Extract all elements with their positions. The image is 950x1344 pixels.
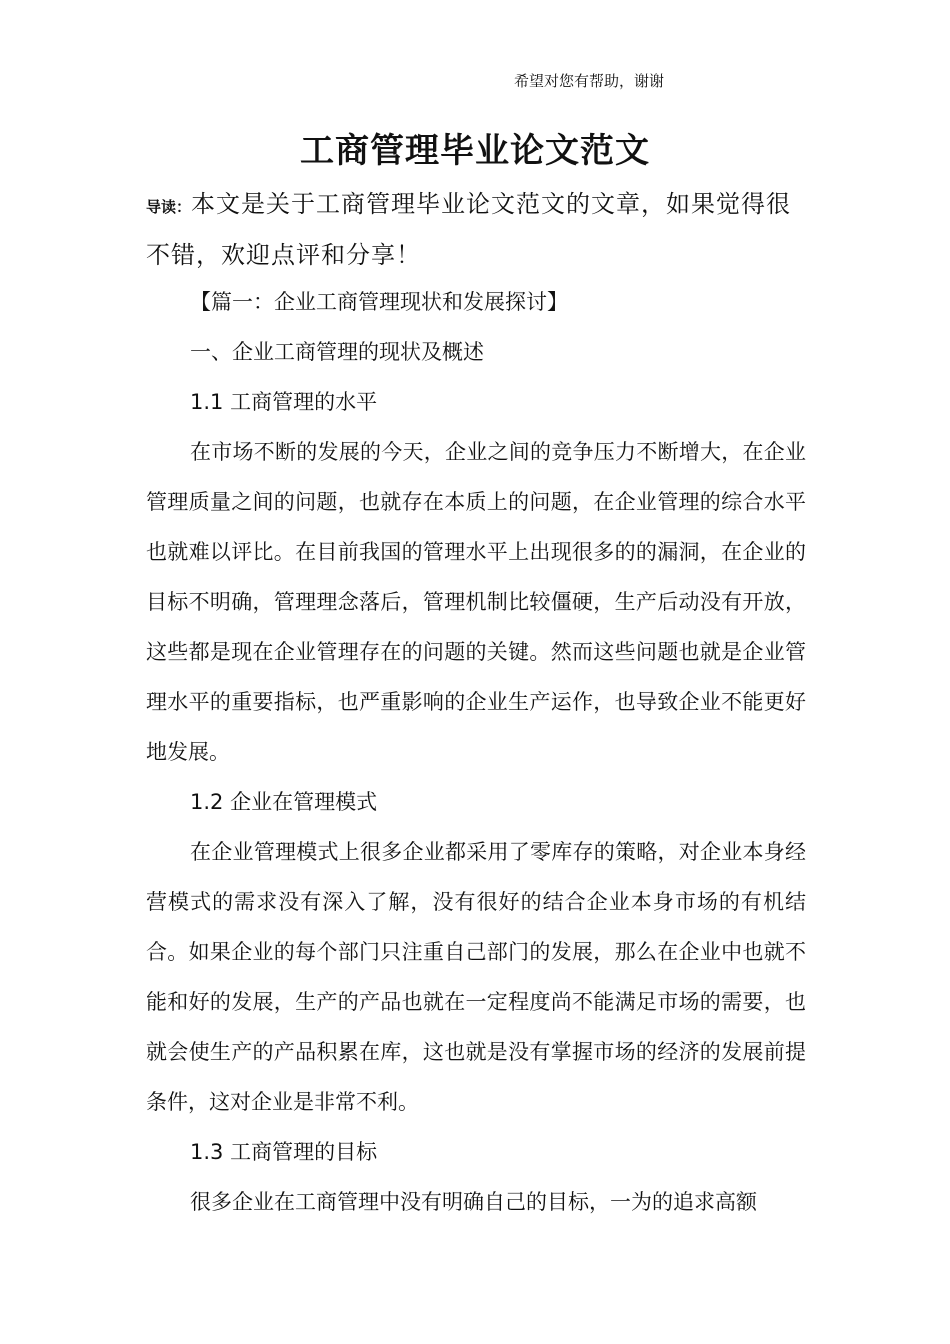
sub1-paragraph: 在市场不断的发展的今天，企业之间的竞争压力不断增大，在企业管理质量之间的问题，也就存在本质上的问题，在企业管理的综合水平也就难以评比。在目前我国的管理水平上出现很多的的漏洞，在企业的目标不明确，管理理念落后，管理机制比较僵硬，生产后动没有开放，这些都是现在企业管理存在的问题的关键。然而这些问题也就是企业管理水平的重要指标，也严重影响的企业生产运作，也导致企业不能更好地发展。 [146,440,806,764]
intro-lead: 导读： [146,198,192,216]
sub2-paragraph: 在企业管理模式上很多企业都采用了零库存的策略，对企业本身经营模式的需求没有深入了解，没有很好的结合企业本身市场的有机结合。如果企业的每个部门只注重自己部门的发展，那么在企业中也就不能和好的发展，生产的产品也就在一定程度尚不能满足市场的需要，也就会使生产的产品积累在库，这也就是没有掌握市场的经济的发展前提条件，这对企业是非常不利。 [146,840,806,1114]
sub3-paragraph: 很多企业在工商管理中没有明确自己的目标，一为的追求高额 [190,1190,757,1214]
header-note: 希望对您有帮助，谢谢 [514,72,665,90]
intro-text: 本文是关于工商管理毕业论文范文的文章，如果觉得很不错，欢迎点评和分享！ [146,190,792,269]
article-body [146,277,806,1227]
sub2-heading: 1.2 企业在管理模式 [190,790,378,814]
section1-heading: 一、企业工商管理的现状及概述 [190,340,484,364]
page-title: 工商管理毕业论文范文 [300,131,650,171]
sub1-heading: 1.1 工商管理的水平 [190,390,378,414]
intro-paragraph [146,180,806,279]
sub3-heading: 1.3 工商管理的目标 [190,1140,378,1164]
part-title: 【篇一：企业工商管理现状和发展探讨】 [190,290,568,314]
